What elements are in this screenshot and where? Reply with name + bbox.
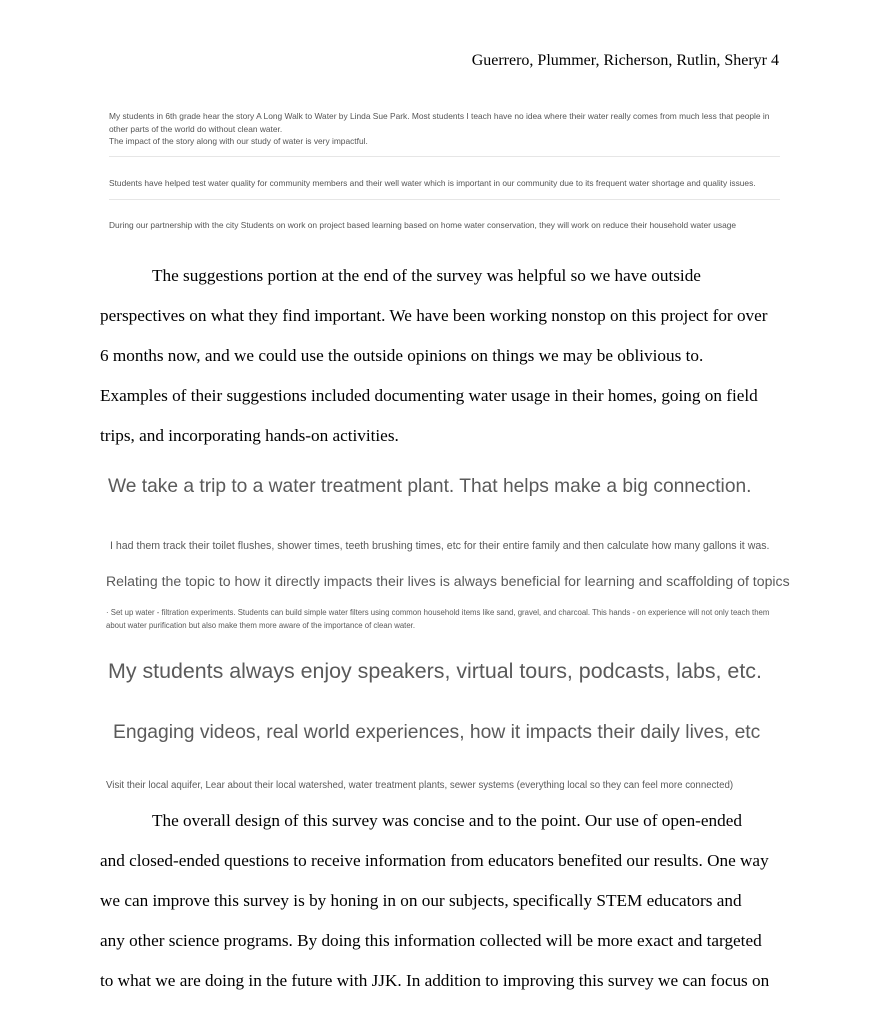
suggestion-quote: Relating the topic to how it directly impacts their lives is always beneficial for learning and scaffolding of topics [106, 573, 790, 589]
suggestion-quote: Engaging videos, real world experiences, how it impacts their daily lives, etc [113, 722, 761, 743]
paragraph-line: Examples of their suggestions included documenting water usage in their homes, going on field [100, 386, 758, 405]
survey-response-3 [109, 219, 780, 232]
paragraph-line: and closed-ended questions to receive information from educators benefited our results. One way [100, 851, 769, 870]
body-paragraph-design [100, 801, 790, 1001]
response-line: other parts of the world do without clean water. [109, 123, 283, 134]
body-paragraph-suggestions [100, 256, 790, 456]
response-line: Students have helped test water quality for community members and their well water which is important in our community due to its frequent water shortage and quality issues. [109, 178, 756, 188]
paragraph-line: The suggestions portion at the end of the survey was helpful so we have outside [152, 266, 701, 285]
suggestion-quote: Visit their local aquifer, Lear about their local watershed, water treatment plants, sewer systems (everything local so they can feel more connected) [106, 780, 734, 791]
suggestion-quote: · Set up water - filtration experiments. Students can build simple water filters using common household items like sand, gravel, and charcoal. This hands - on experience will not only teach them about water purification but also make them more aware of the importance of clean water. [106, 608, 770, 630]
paragraph-line: any other science programs. By doing this information collected will be more exact and targeted [100, 931, 762, 950]
survey-response-1 [109, 110, 780, 148]
paragraph-line: The overall design of this survey was concise and to the point. Our use of open-ended [152, 811, 742, 830]
response-line: The impact of the story along with our study of water is very impactful. [109, 136, 368, 147]
paragraph-line: 6 months now, and we could use the outside opinions on things we may be oblivious to. [100, 346, 704, 365]
survey-response-2 [109, 177, 780, 190]
response-divider [109, 156, 780, 157]
paragraph-line: perspectives on what they find important. We have been working nonstop on this project for over [100, 306, 768, 325]
response-line: My students in 6th grade hear the story A Long Walk to Water by Linda Sue Park. Most students I teach have no idea where their water really comes from much less that people in [109, 111, 770, 121]
suggestion-quote: I had them track their toilet flushes, shower times, teeth brushing times, etc for their entire family and then calculate how many gallons it was. [110, 540, 770, 552]
response-line: During our partnership with the city Students on work on project based learning based on home water conservation, they will work on reduce their household water usage [109, 220, 737, 230]
paragraph-line: trips, and incorporating hands-on activities. [100, 426, 399, 445]
response-divider [109, 199, 780, 200]
running-head: Guerrero, Plummer, Richerson, Rutlin, Sheryr 4 [471, 52, 779, 69]
paragraph-line: we can improve this survey is by honing in on our subjects, specifically STEM educators and [100, 891, 742, 910]
paragraph-line: to what we are doing in the future with JJK. In addition to improving this survey we can focus on [100, 971, 770, 990]
suggestion-quote: My students always enjoy speakers, virtual tours, podcasts, labs, etc. [108, 659, 762, 683]
suggestion-quote: We take a trip to a water treatment plant. That helps make a big connection. [108, 476, 752, 497]
